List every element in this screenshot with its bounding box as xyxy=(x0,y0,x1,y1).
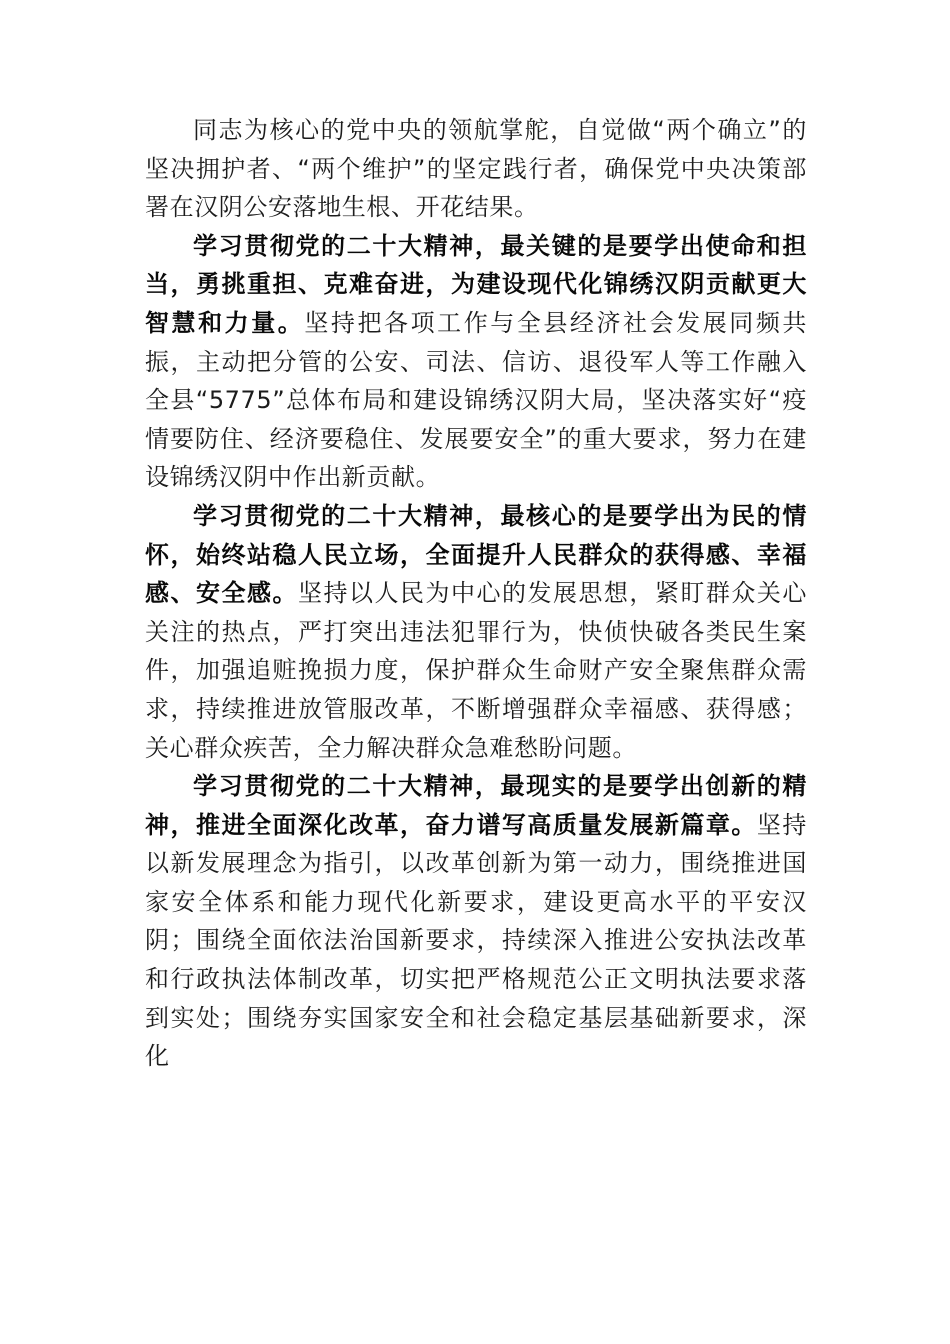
paragraph-1 xyxy=(145,111,807,227)
paragraph-3 xyxy=(145,497,807,767)
paragraph-2-lead: 学习贯彻党的二十大精神，最关键的是要学出使命和担当，勇挑重担、克难奋进，为建设现代化锦绣汉阴贡献更大智慧和力量。 xyxy=(145,231,807,337)
document-body xyxy=(145,111,807,1076)
paragraph-4-lead: 学习贯彻党的二十大精神，最现实的是要学出创新的精神，推进全面深化改革，奋力谱写高质量发展新篇章。 xyxy=(145,772,807,839)
paragraph-1-text: 同志为核心的党中央的领航掌舵，自觉做“两个确立”的坚决拥护者、“两个维护”的坚定践行者，确保党中央决策部署在汉阴公安落地生根、开花结果。 xyxy=(145,116,807,222)
paragraph-4 xyxy=(145,767,807,1076)
paragraph-3-text: 坚持以人民为中心的发展思想，紧盯群众关心关注的热点，严打突出违法犯罪行为，快侦快破各类民生案件，加强追赃挽损力度，保护群众生命财产安全聚焦群众需求，持续推进放管服改革，不断增强群众幸福感、获得感；关心群众疾苦，全力解决群众急难愁盼问题。 xyxy=(145,579,807,762)
paragraph-4-text: 坚持以新发展理念为指引，以改革创新为第一动力，围绕推进国家安全体系和能力现代化新要求，建设更高水平的平安汉阴；围绕全面依法治国新要求，持续深入推进公安执法改革和行政执法体制改革，切实把严格规范公正文明执法要求落到实处；围绕夯实国家安全和社会稳定基层基础新要求，深化 xyxy=(145,810,808,1071)
paragraph-3-lead: 学习贯彻党的二十大精神，最核心的是要学出为民的情怀，始终站稳人民立场，全面提升人民群众的获得感、幸福感、安全感。 xyxy=(145,501,807,608)
paragraph-2 xyxy=(145,227,807,497)
paragraph-2-text: 坚持把各项工作与全县经济社会发展同频共振，主动把分管的公安、司法、信访、退役军人等工作融入全县“5775”总体布局和建设锦绣汉阴大局，坚决落实好“疫情要防住、经济要稳住、发展要安全”的重大要求，努力在建设锦绣汉阴中作出新贡献。 xyxy=(145,308,807,492)
